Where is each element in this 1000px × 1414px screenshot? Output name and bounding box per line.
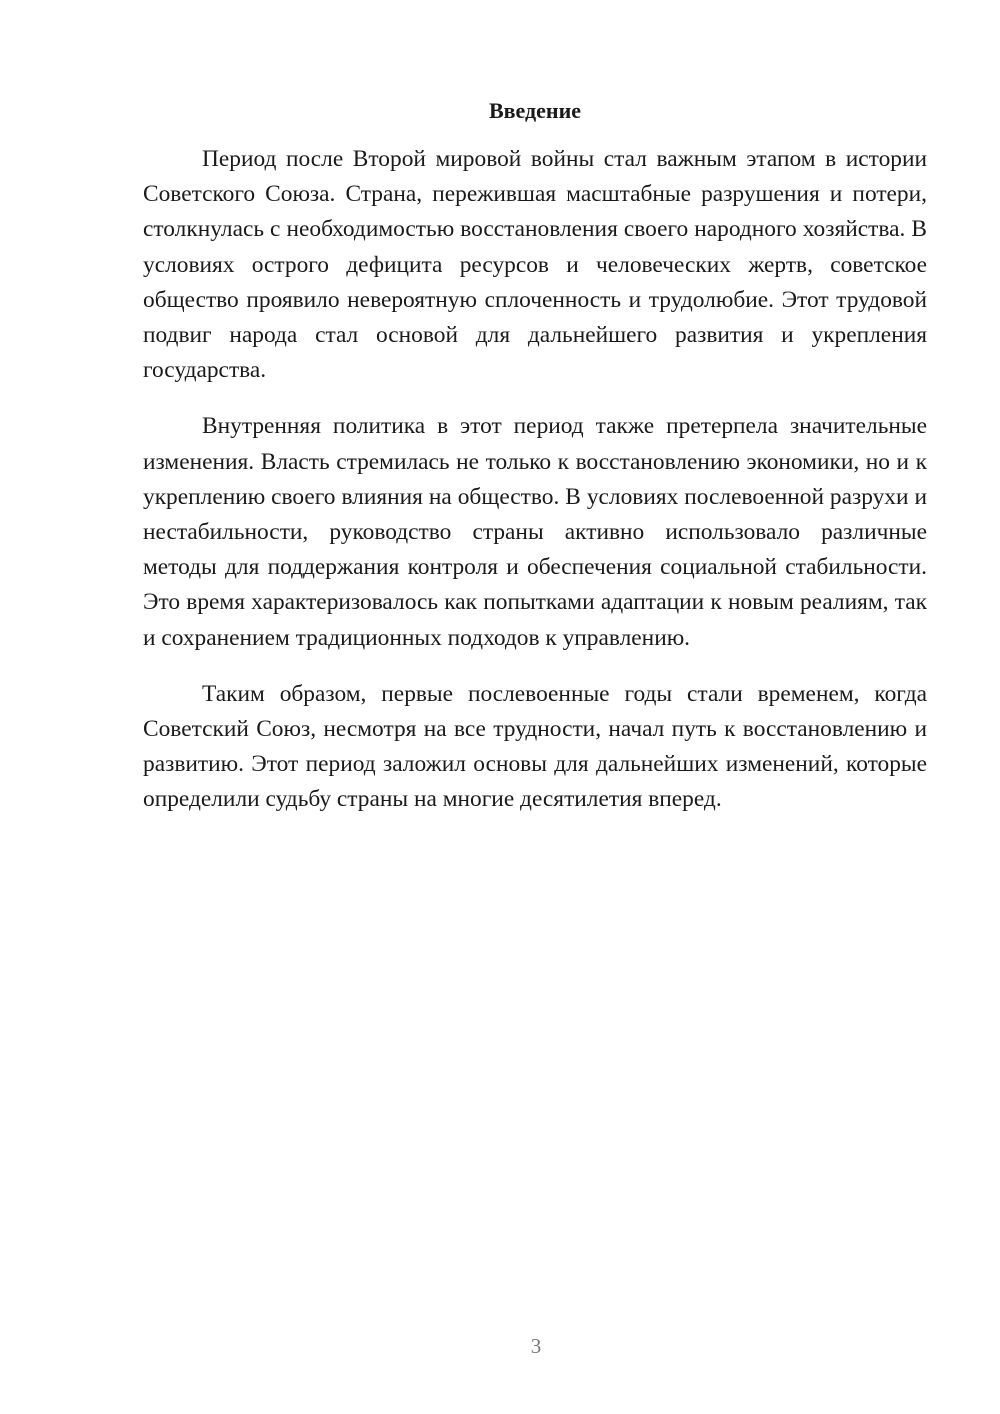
section-title: Введение [488, 98, 582, 123]
page-number: 3 [530, 1334, 542, 1358]
paragraph-3: Таким образом, первые послевоенные годы стали временем, когда Советский Союз, несмотря на все трудности, начал путь к восстановлению и развитию. Этот период заложил основы для дальнейших изменений, которые определили судьбу страны на многие десятилетия вперед. [143, 680, 927, 813]
body-text [143, 142, 927, 839]
paragraph-1: Период после Второй мировой войны стал важным этапом в истории Советского Союза. Страна, пережившая масштабные разрушения и потери, столкнулась с необходимостью восстановления своего народного хозяйства. В условиях острого дефицита ресурсов и человеческих жертв, советское общество проявило невероятную сплоченность и трудолюбие. Этот трудовой подвиг народа стал основой для дальнейшего развития и укрепления государства. [143, 146, 927, 384]
paragraph-2: Внутренняя политика в этот период также претерпела значительные изменения. Власть стремилась не только к восстановлению экономики, но и к укреплению своего влияния на общество. В условиях послевоенной разрухи и нестабильности, руководство страны активно использовало различные методы для поддержания контроля и обеспечения социальной стабильности. Это время характеризовалось как попытками адаптации к новым реалиям, так и сохранением традиционных подходов к управлению. [143, 413, 927, 651]
